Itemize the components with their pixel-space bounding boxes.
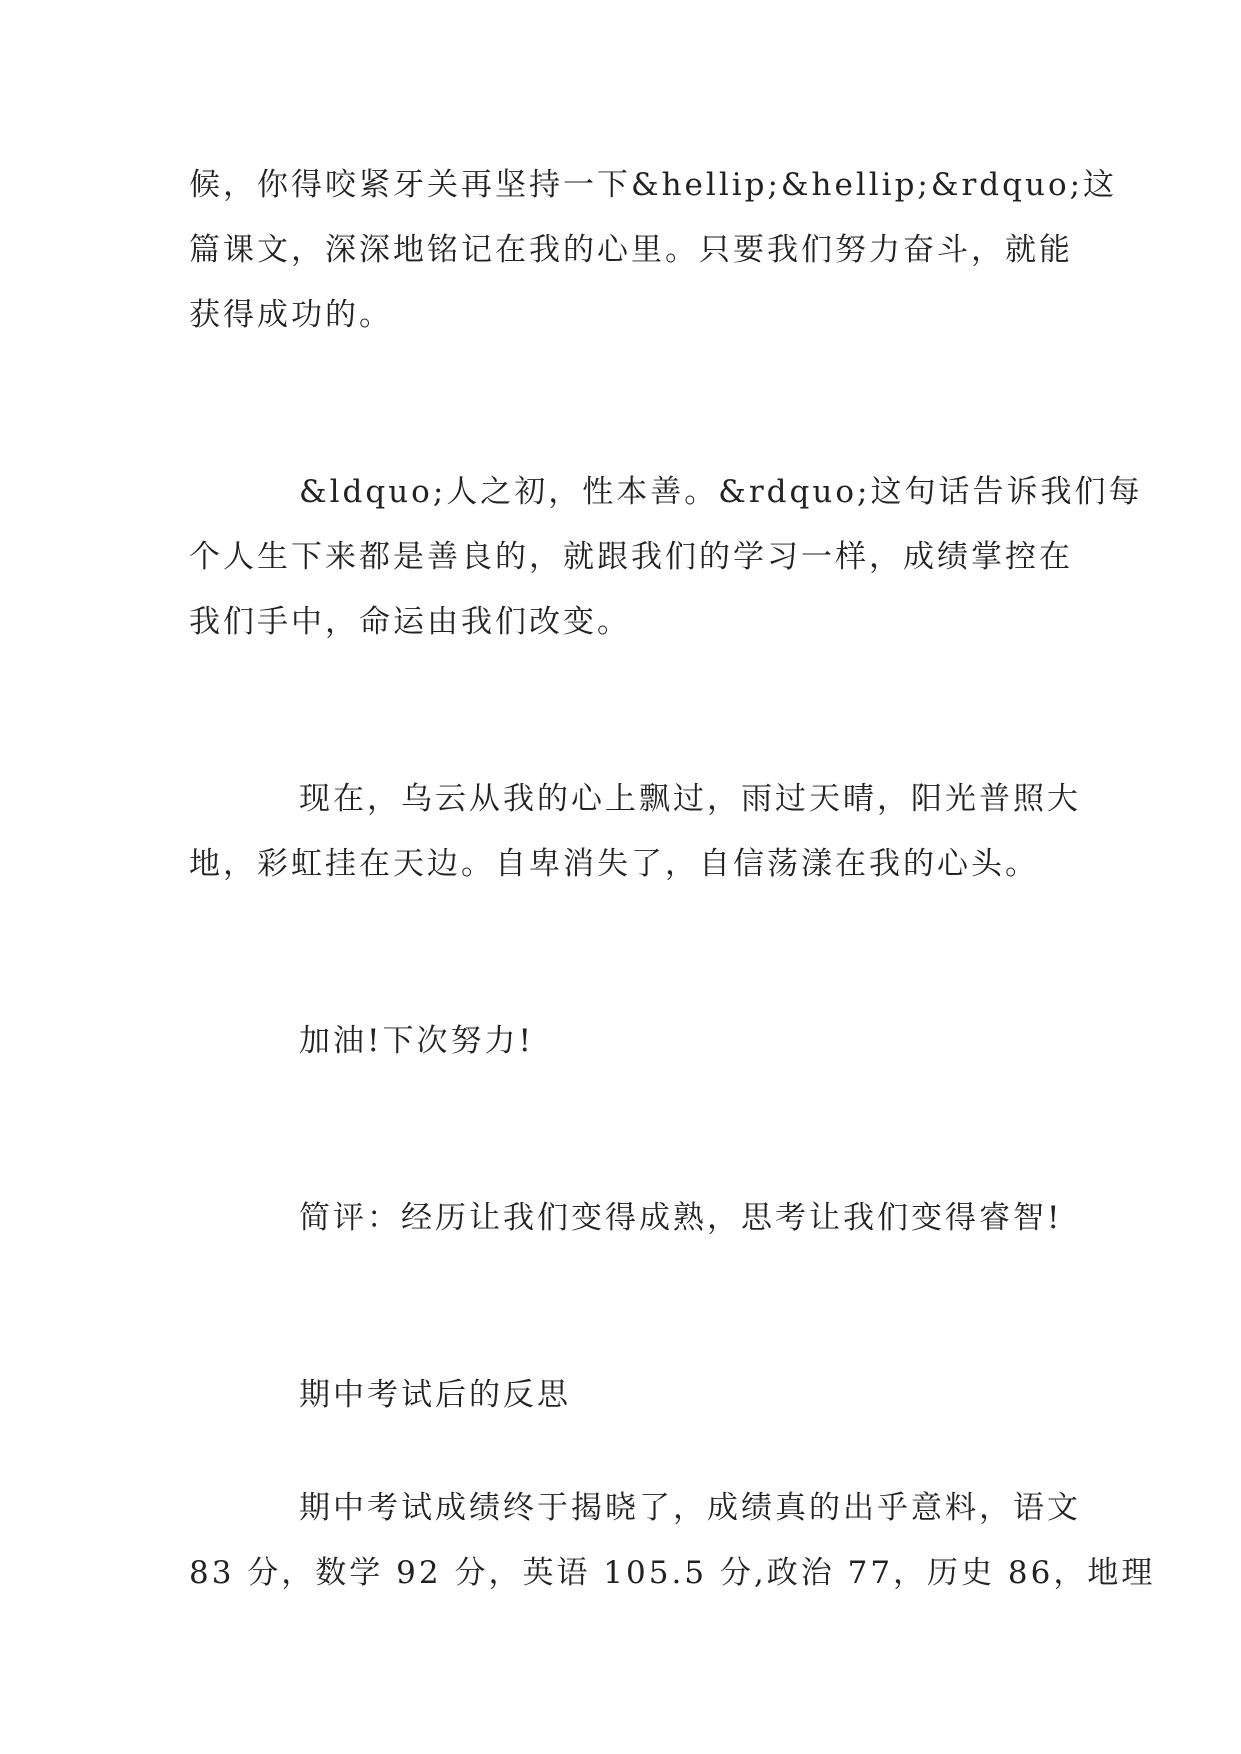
paragraph-2-line-3: 我们手中，命运由我们改变。 (189, 604, 631, 640)
paragraph-5-line-1: 简评：经历让我们变得成熟，思考让我们变得睿智! (299, 1200, 1063, 1236)
paragraph-2-line-2: 个人生下来都是善良的，就跟我们的学习一样，成绩掌控在 (189, 539, 1073, 575)
paragraph-7-line-1: 期中考试成绩终于揭晓了，成绩真的出乎意料，语文 (299, 1490, 1081, 1526)
paragraph-3-line-1: 现在，乌云从我的心上飘过，雨过天晴，阳光普照大 (299, 781, 1081, 817)
paragraph-4-line-1: 加油!下次努力! (299, 1023, 534, 1059)
paragraph-1-line-3: 获得成功的。 (189, 297, 393, 333)
paragraph-2-line-1: &ldquo;人之初，性本善。&rdquo;这句话告诉我们每 (299, 474, 1143, 510)
paragraph-1-line-2: 篇课文，深深地铭记在我的心里。只要我们努力奋斗，就能 (189, 232, 1073, 268)
paragraph-3-line-2: 地，彩虹挂在天边。自卑消失了，自信荡漾在我的心头。 (189, 846, 1039, 882)
section-title: 期中考试后的反思 (299, 1377, 571, 1413)
paragraph-1-line-1: 候，你得咬紧牙关再坚持一下&hellip;&hellip;&rdquo;这 (189, 167, 1118, 203)
paragraph-7-line-2: 83 分，数学 92 分，英语 105.5 分,政治 77，历史 86，地理 (189, 1555, 1156, 1591)
